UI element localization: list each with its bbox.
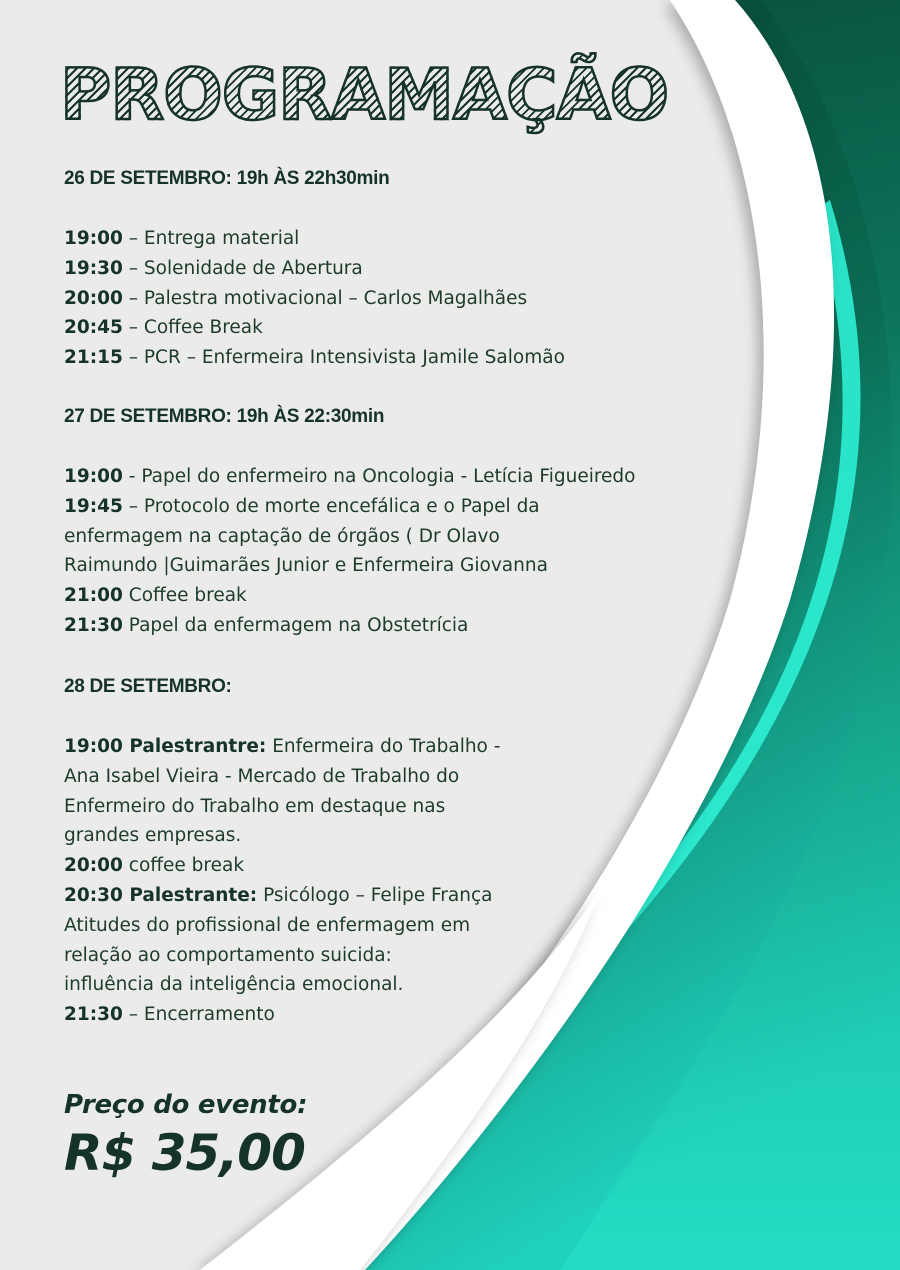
schedule-time: 21:30 [64, 614, 123, 636]
schedule-time: 19:00 [64, 466, 123, 487]
schedule-line [64, 1000, 500, 1030]
schedule-text: Psicólogo – Felipe França [257, 884, 493, 906]
day-heading: 28 DE SETEMBRO: [64, 676, 232, 697]
schedule-text: – Solenidade de Abertura [122, 257, 363, 279]
schedule-text: Raimundo |Guimarães Junior e Enfermeira Giovanna [64, 555, 548, 577]
schedule-line [64, 792, 500, 822]
schedule-text: Enfermeiro do Trabalho em destaque nas [64, 795, 446, 817]
schedule-line [64, 254, 565, 284]
schedule-text: - Papel do enfermeiro na Oncologia - Letícia Figueiredo [122, 466, 636, 487]
schedule-line [64, 762, 500, 792]
schedule-text: Papel da enfermagem na Obstetrícia [122, 614, 469, 636]
schedule-line [64, 313, 565, 343]
schedule-time: 19:00 Palestrantre: [64, 736, 267, 757]
schedule-time: 20:00 [64, 287, 123, 309]
schedule-line [64, 881, 500, 911]
schedule-time: 20:30 Palestrante: [64, 884, 258, 906]
schedule-text: enfermagem na captação de órgãos ( Dr Olavo [64, 525, 500, 547]
schedule-text: – Coffee Break [122, 317, 263, 339]
schedule-line [64, 941, 500, 971]
schedule-text: – Entrega material [122, 228, 300, 249]
day-heading: 27 DE SETEMBRO: 19h ÀS 22:30min [64, 406, 385, 427]
schedule-time: 20:45 [64, 317, 123, 339]
schedule-text: Enfermeira do Trabalho - [266, 736, 501, 757]
schedule-time: 21:00 [64, 585, 123, 607]
schedule-time: 21:30 [64, 1004, 123, 1026]
day-block-2 [64, 402, 636, 641]
schedule-text: influência da inteligência emocional. [64, 974, 404, 996]
schedule-text: coffee break [122, 855, 245, 877]
schedule-line [64, 343, 565, 373]
schedule-line [64, 224, 565, 254]
schedule-line [64, 821, 500, 851]
schedule-line [64, 611, 636, 641]
schedule-line [64, 732, 500, 762]
day-block-1 [64, 164, 565, 373]
schedule-text: grandes empresas. [64, 825, 242, 847]
schedule-text: Atitudes do profissional de enfermagem em [64, 914, 471, 936]
schedule-time: 19:00 [64, 228, 123, 249]
schedule-time: 21:15 [64, 347, 123, 369]
schedule-text: – Palestra motivacional – Carlos Magalhães [122, 287, 528, 309]
schedule-line [64, 970, 500, 1000]
schedule-line [64, 462, 636, 492]
price-label: Preço do evento: [64, 1090, 308, 1120]
schedule-time: 19:30 [64, 257, 123, 279]
schedule-text: Coffee break [122, 585, 247, 607]
schedule-time: 20:00 [64, 855, 123, 877]
schedule-text: – PCR – Enfermeira Intensivista Jamile Salomão [122, 347, 565, 369]
schedule-time: 19:45 [64, 495, 123, 517]
schedule-text: Ana Isabel Vieira - Mercado de Trabalho do [64, 765, 460, 787]
page-title: PROGRAMAÇÃO [60, 50, 720, 140]
schedule-line [64, 492, 636, 522]
day-block-3 [64, 672, 500, 1030]
schedule-line [64, 911, 500, 941]
schedule-text: relação ao comportamento suicida: [64, 944, 392, 966]
schedule-line [64, 522, 636, 552]
schedule-line [64, 284, 565, 314]
schedule-line [64, 581, 636, 611]
day-heading: 26 DE SETEMBRO: 19h ÀS 22h30min [64, 168, 390, 189]
schedule-text: – Protocolo de morte encefálica e o Papel da [122, 495, 540, 517]
schedule-text: – Encerramento [122, 1004, 275, 1026]
schedule-line [64, 551, 636, 581]
price-value: R$ 35,00 [64, 1124, 305, 1182]
schedule-line [64, 851, 500, 881]
